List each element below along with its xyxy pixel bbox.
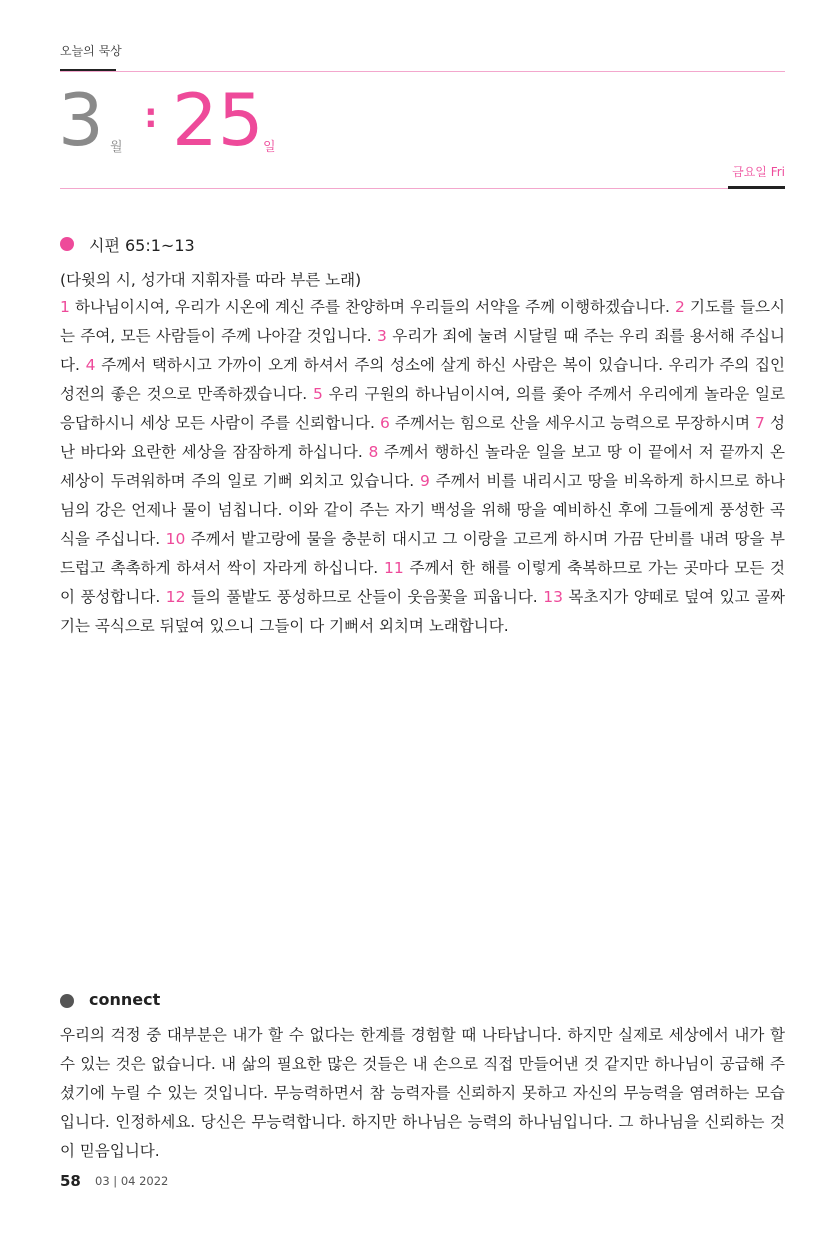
verse-number: 12 xyxy=(165,588,186,606)
verse-text: 주께서 밭고랑에 물을 충분히 대시고 그 이랑을 고르게 하시며 가끔 단비를 내려 땅을 부드럽고 촉촉하게 하셔서 싹이 자라게 하십니다. xyxy=(60,530,785,577)
verse-number: 13 xyxy=(543,588,563,606)
verse-text: 들의 풀밭도 풍성하므로 산들이 웃음꽃을 피웁니다. xyxy=(185,588,544,606)
day-number: 25 xyxy=(172,78,264,162)
verse-number: 8 xyxy=(368,443,379,461)
bullet-dot-icon xyxy=(60,994,74,1008)
section-label: 오늘의 묵상 xyxy=(60,44,122,58)
header-divider xyxy=(60,188,785,189)
connect-title: connect xyxy=(89,990,161,1009)
verse-number: 4 xyxy=(85,356,96,374)
verse-number: 2 xyxy=(675,298,685,316)
verse-text: 하나님이시여, 우리가 시온에 계신 주를 찬양하며 우리들의 서약을 주께 이행하겠습니다. xyxy=(69,298,676,316)
verse-number: 3 xyxy=(377,327,387,345)
scripture-subtitle: (다윗의 시, 성가대 지휘자를 따라 부른 노래) xyxy=(60,271,362,289)
verse-text: 목초지가 양떼로 덮여 있고 골짜기는 곡식으로 뒤덮여 있으니 그들이 다 기뻐서 외치며 노래합니다. xyxy=(60,588,785,635)
month-number: 3 xyxy=(58,78,104,162)
verse-number: 9 xyxy=(420,472,430,490)
scripture-body xyxy=(60,293,785,641)
verse-text: 성난 바다와 요란한 세상을 잠잠하게 하십니다. xyxy=(60,414,785,461)
verse-number: 10 xyxy=(165,530,186,548)
issue-date: 03 | 04 2022 xyxy=(95,1174,169,1188)
verse-text: 기도를 들으시는 주여, 모든 사람들이 주께 나아갈 것입니다. xyxy=(60,298,785,345)
verse-text: 주께서는 힘으로 산을 세우시고 능력으로 무장하시며 xyxy=(389,414,756,432)
verse-number: 11 xyxy=(383,559,404,577)
verse-text: 주께서 비를 내리시고 땅을 비옥하게 하시므로 하나님의 강은 언제나 물이 넘칩니다. 이와 같이 주는 자기 백성을 위해 땅을 예비하신 후에 그들에게 풍성한 곡식을 주십니다. xyxy=(60,472,785,548)
day-unit: 일 xyxy=(263,140,276,155)
verse-text: 주께서 한 해를 이렇게 축복하므로 가는 곳마다 모든 것이 풍성합니다. xyxy=(60,559,785,606)
verse-text: 우리가 죄에 눌려 시달릴 때 주는 우리 죄를 용서해 주십니다. xyxy=(60,327,786,374)
connect-body: 우리의 걱정 중 대부분은 내가 할 수 없다는 한계를 경험할 때 나타납니다. 하지만 실제로 세상에서 내가 할 수 있는 것은 없습니다. 내 삶의 필요한 많은 것들은 내 손으로 직접 만들어낸 것 같지만 하나님이 공급해 주셨기에 누릴 수 있는 것입니다. 무능력하면서 참 능력자를 신뢰하지 못하고 자신의 무능력을 염려하는 모습입니다. 인정하세요. 당신은 무능력합니다. 하지만 하나님은 능력의 하나님입니다. 그 하나님을 신뢰하는 것이 믿음입니다. xyxy=(60,1026,785,1160)
month-unit: 월 xyxy=(110,140,123,155)
verse-number: 5 xyxy=(313,385,323,403)
top-divider xyxy=(60,71,785,72)
scripture-title: 시편 65:1~13 xyxy=(89,236,195,255)
verse-number: 6 xyxy=(380,414,390,432)
verse-text: 주께서 행하신 놀라운 일을 보고 땅 이 끝에서 저 끝까지 온 세상이 두려워하며 주의 일로 기뻐 외치고 있습니다. xyxy=(60,443,785,490)
page-number: 58 xyxy=(60,1172,81,1190)
date-separator: : xyxy=(144,96,158,136)
weekday-label: 금요일 Fri xyxy=(732,165,785,179)
verse-number: 7 xyxy=(755,414,765,432)
verse-text: 주께서 택하시고 가까이 오게 하셔서 주의 성소에 살게 하신 사람은 복이 있습니다. 우리가 주의 집인 성전의 좋은 것으로 만족하겠습니다. xyxy=(60,356,786,403)
bullet-dot-icon xyxy=(60,237,74,251)
verse-number: 1 xyxy=(60,298,70,316)
weekday-underline xyxy=(728,186,785,189)
verse-text: 우리 구원의 하나님이시여, 의를 좇아 주께서 우리에게 놀라운 일로 응답하시니 세상 모든 사람이 주를 신뢰합니다. xyxy=(60,385,785,432)
